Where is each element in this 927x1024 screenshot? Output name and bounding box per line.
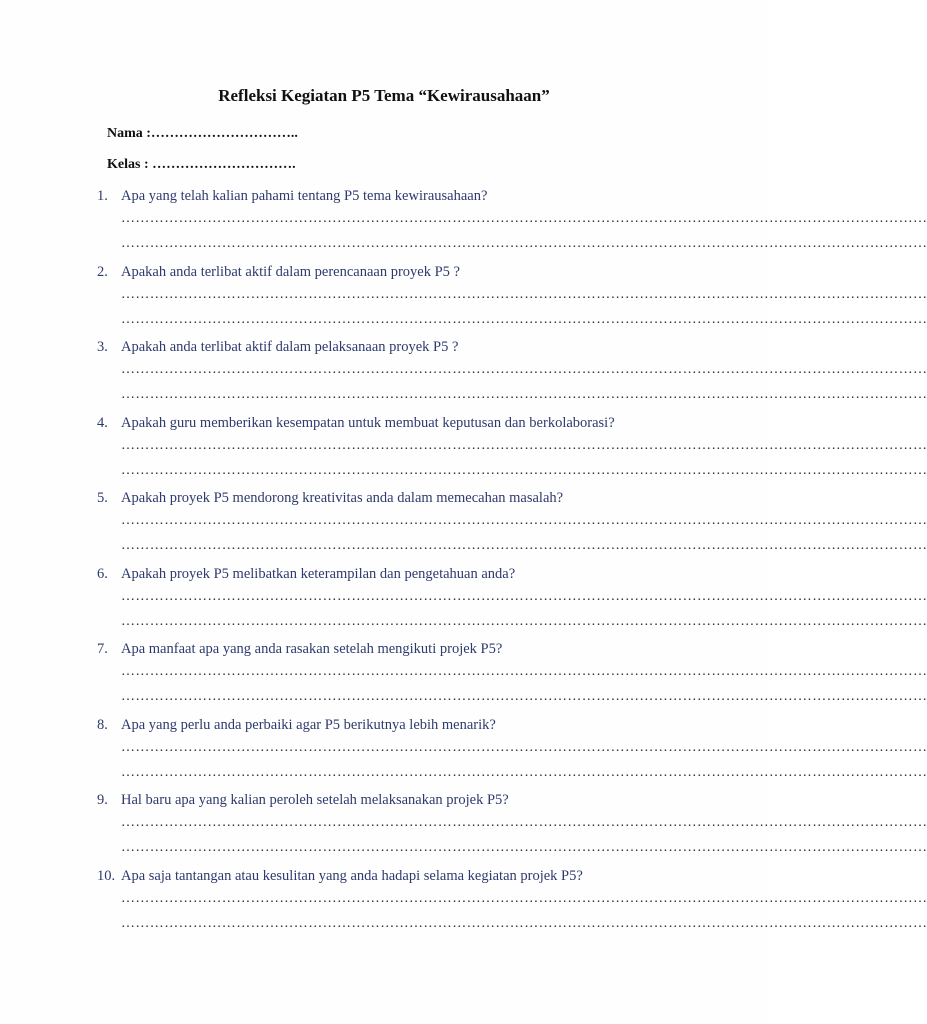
answer-line: …………………………………………………………………………………………………………………………………………………… — [121, 915, 927, 931]
question-number: 2. — [97, 263, 108, 280]
question-number: 8. — [97, 716, 108, 733]
question-item — [0, 488, 927, 564]
question-list — [0, 186, 927, 941]
answer-line: …………………………………………………………………………………………………………………………………………………… — [121, 613, 927, 629]
question-item — [0, 790, 927, 866]
question-text: Apakah proyek P5 mendorong kreativitas anda dalam memecahan masalah? — [121, 490, 564, 506]
answer-line: …………………………………………………………………………………………………………………………………………………… — [121, 462, 927, 478]
answer-line: …………………………………………………………………………………………………………………………………………………… — [121, 588, 927, 604]
answer-line: …………………………………………………………………………………………………………………………………………………… — [121, 236, 927, 251]
question-number: 10. — [97, 867, 116, 884]
question-text: Apakah anda terlibat aktif dalam perencanaan proyek P5 ? — [121, 263, 460, 280]
answer-line: …………………………………………………………………………………………………………………………………………………… — [121, 890, 927, 906]
question-text: Apa yang telah kalian pahami tentang P5 tema kewirausahaan? — [121, 188, 488, 204]
answer-line: …………………………………………………………………………………………………………………………………………………… — [121, 311, 927, 327]
question-item — [0, 413, 927, 489]
answer-line: …………………………………………………………………………………………………………………………………………………… — [121, 387, 927, 402]
answer-line: …………………………………………………………………………………………………………………………………………………… — [121, 815, 927, 830]
question-item — [0, 639, 927, 715]
question-number: 4. — [97, 414, 108, 431]
answer-line: …………………………………………………………………………………………………………………………………………………… — [121, 211, 927, 226]
kelas-field: Kelas : …………………………. — [107, 157, 296, 172]
answer-line: …………………………………………………………………………………………………………………………………………………… — [121, 764, 927, 780]
question-text: Hal baru apa yang kalian peroleh setelah melaksanakan projek P5? — [121, 792, 509, 808]
answer-line: …………………………………………………………………………………………………………………………………………………… — [121, 840, 927, 855]
answer-line: …………………………………………………………………………………………………………………………………………………… — [121, 286, 927, 302]
nama-field: Nama :………………………….. — [107, 126, 298, 141]
answer-line: …………………………………………………………………………………………………………………………………………………… — [121, 689, 927, 704]
question-text: Apa saja tantangan atau kesulitan yang anda hadapi selama kegiatan projek P5? — [121, 867, 583, 884]
answer-line: …………………………………………………………………………………………………………………………………………………… — [121, 362, 927, 377]
question-number: 5. — [97, 490, 108, 506]
question-text: Apa manfaat apa yang anda rasakan setelah mengikuti projek P5? — [121, 641, 503, 657]
question-item — [0, 564, 927, 640]
question-item — [0, 866, 927, 942]
question-text: Apakah proyek P5 melibatkan keterampilan dan pengetahuan anda? — [121, 565, 516, 582]
question-text: Apakah guru memberikan kesempatan untuk membuat keputusan dan berkolaborasi? — [121, 414, 615, 431]
document-title: Refleksi Kegiatan P5 Tema “Kewirausahaan” — [218, 86, 550, 105]
question-item — [0, 262, 927, 338]
question-number: 1. — [97, 188, 108, 204]
question-number: 3. — [97, 339, 108, 355]
answer-line: …………………………………………………………………………………………………………………………………………………… — [121, 538, 927, 553]
question-item — [0, 186, 927, 262]
question-number: 9. — [97, 792, 108, 808]
question-text: Apa yang perlu anda perbaiki agar P5 berikutnya lebih menarik? — [121, 716, 496, 733]
answer-line: …………………………………………………………………………………………………………………………………………………… — [121, 513, 927, 528]
question-number: 6. — [97, 565, 108, 582]
question-item — [0, 715, 927, 791]
question-text: Apakah anda terlibat aktif dalam pelaksanaan proyek P5 ? — [121, 339, 459, 355]
answer-line: …………………………………………………………………………………………………………………………………………………… — [121, 739, 927, 755]
answer-line: …………………………………………………………………………………………………………………………………………………… — [121, 437, 927, 453]
question-number: 7. — [97, 641, 108, 657]
answer-line: …………………………………………………………………………………………………………………………………………………… — [121, 664, 927, 679]
question-item — [0, 337, 927, 413]
